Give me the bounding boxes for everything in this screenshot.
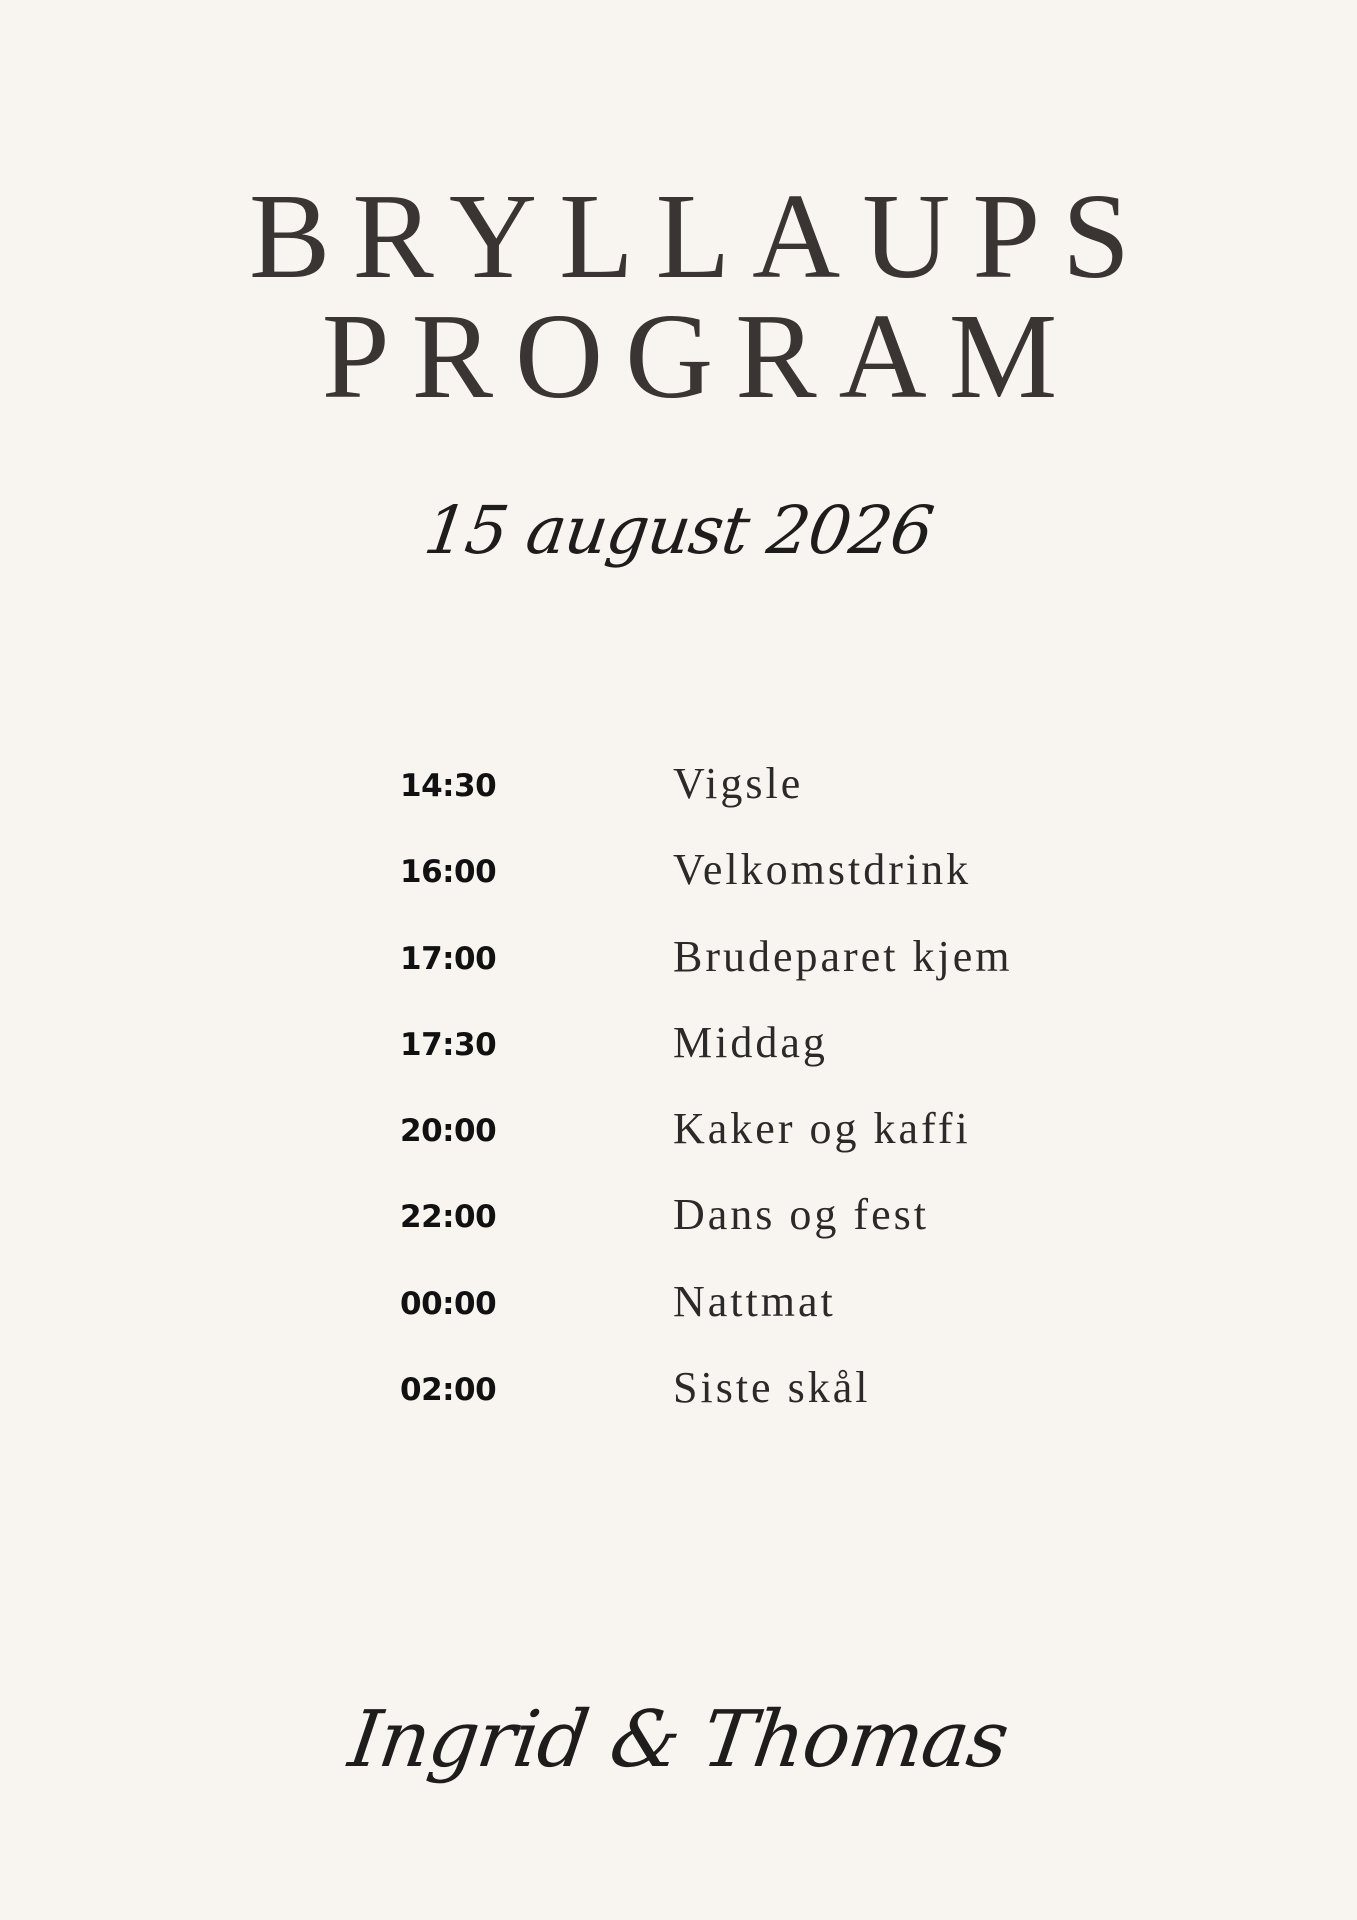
schedule-time: 16:00 [400,854,497,891]
schedule-row [400,931,1100,1017]
couple-names: Ingrid & Thomas [343,1695,1014,1785]
schedule-event: Middag [673,1017,828,1067]
title-line-2: PROGRAM [321,289,1080,424]
schedule-row [400,1362,1100,1448]
schedule-time: 14:30 [400,768,497,804]
schedule-time: 20:00 [400,1113,497,1150]
schedule-event: Dans og fest [673,1190,929,1240]
schedule-event: Nattmat [673,1276,836,1326]
schedule-event: Velkomstdrink [673,845,972,895]
schedule-list [400,758,1100,1448]
schedule-event: Vigsle [673,759,804,808]
schedule-row [400,1276,1100,1362]
schedule-event: Kaker og kaffi [673,1104,971,1154]
schedule-row [400,844,1100,930]
wedding-date: 15 august 2026 [419,492,938,569]
schedule-time: 17:00 [400,940,497,977]
schedule-event: Siste skål [673,1363,871,1413]
schedule-row [400,1017,1100,1103]
schedule-time: 02:00 [400,1372,497,1409]
schedule-row [400,1103,1100,1189]
schedule-time: 00:00 [400,1285,497,1322]
schedule-event: Brudeparet kjem [673,931,1013,981]
schedule-row [400,758,1100,844]
title-line-1: BRYLLAUPS [248,169,1153,304]
schedule-row [400,1189,1100,1275]
schedule-time: 22:00 [400,1199,497,1236]
schedule-time: 17:30 [400,1026,497,1063]
